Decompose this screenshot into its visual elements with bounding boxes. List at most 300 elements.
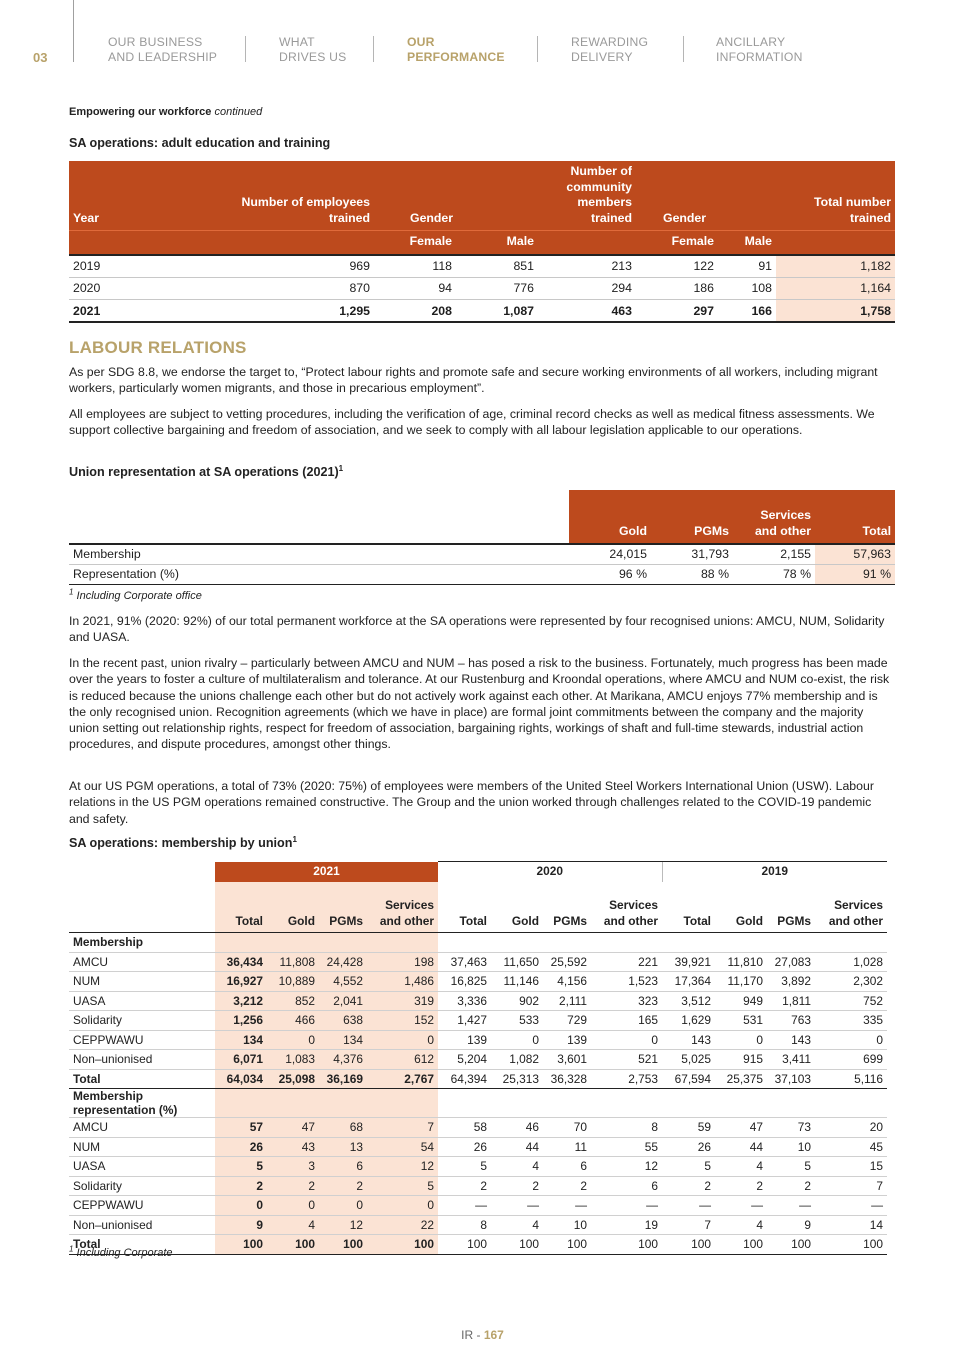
empty-cell xyxy=(491,1089,543,1118)
table-cell: 54 xyxy=(367,1137,438,1157)
table-cell: 1,087 xyxy=(456,300,538,323)
col-pgms: PGMs xyxy=(651,490,733,544)
col-total: Total xyxy=(815,490,895,544)
empty-cell xyxy=(438,1089,491,1118)
table-cell: 37,463 xyxy=(438,952,491,972)
empty-cell xyxy=(267,1089,319,1118)
page-number xyxy=(0,1328,965,1342)
table-cell: 14 xyxy=(815,1215,887,1235)
table-cell: 319 xyxy=(367,991,438,1011)
col-services-other: Services and other xyxy=(733,490,815,544)
empty-cell xyxy=(591,1089,662,1118)
col-employees-trained: Number of employees trained xyxy=(229,161,374,231)
table-cell: 43 xyxy=(267,1137,319,1157)
table2-title-text: Union representation at SA operations (2021) xyxy=(69,465,339,479)
table-cell: 139 xyxy=(543,1030,591,1050)
footnote-marker: 1 xyxy=(69,587,74,597)
table-cell: 1,427 xyxy=(438,1011,491,1031)
table-cell: 57 xyxy=(215,1118,267,1138)
col-community-trained: Number of community members trained xyxy=(538,161,636,231)
table-cell: 3 xyxy=(267,1157,319,1177)
nav-separator xyxy=(537,36,538,62)
table2-footnote xyxy=(69,587,202,602)
row-label: Non–unionised xyxy=(69,1050,215,1070)
col-gender: Gender xyxy=(374,161,538,231)
table-cell: — xyxy=(491,1196,543,1216)
column-header: Services and other xyxy=(591,882,662,933)
row-label: AMCU xyxy=(69,1118,215,1138)
table-cell: 915 xyxy=(715,1050,767,1070)
nav-divider xyxy=(73,0,74,62)
table-cell: 1,083 xyxy=(267,1050,319,1070)
table-cell: 4 xyxy=(715,1215,767,1235)
section-label: Membership xyxy=(69,933,215,953)
table-cell: 24,428 xyxy=(319,952,367,972)
footnote-marker: 1 xyxy=(69,1244,74,1254)
table-cell: 165 xyxy=(591,1011,662,1031)
nav-separator xyxy=(245,36,246,62)
nav-separator xyxy=(683,36,684,62)
empty-cell xyxy=(815,933,887,953)
table-cell: — xyxy=(715,1196,767,1216)
table-cell: 949 xyxy=(715,991,767,1011)
empty-cell xyxy=(662,1089,715,1118)
column-header: Total xyxy=(215,882,267,933)
vetting-paragraph: All employees are subject to vetting procedures, including the verification of age, criminal record checks as well as medical fitness assessments. We support collective bargaining and freedom of association, and we seek to comply with all labour legislation applicable to our operations. xyxy=(69,407,875,438)
table-cell: 26 xyxy=(662,1137,715,1157)
row-label: Solidarity xyxy=(69,1176,215,1196)
table-cell: 134 xyxy=(319,1030,367,1050)
table-cell: 186 xyxy=(636,277,718,300)
table-cell: 44 xyxy=(491,1137,543,1157)
table-cell: 47 xyxy=(715,1118,767,1138)
table-cell: — xyxy=(591,1196,662,1216)
table-cell: 531 xyxy=(715,1011,767,1031)
table-cell: 47 xyxy=(267,1118,319,1138)
table-row xyxy=(69,1050,887,1070)
table-row xyxy=(69,1196,887,1216)
empty-cell xyxy=(215,933,267,953)
table-cell: 100 xyxy=(591,1235,662,1255)
table-cell: 10,889 xyxy=(267,972,319,992)
table-cell: 5 xyxy=(767,1157,815,1177)
nav-label: INFORMATION xyxy=(716,50,803,64)
table-cell: 466 xyxy=(267,1011,319,1031)
table-cell: 851 xyxy=(456,255,538,278)
total-row xyxy=(69,1069,887,1089)
row-label: CEPPWAWU xyxy=(69,1030,215,1050)
row-label: Total xyxy=(69,1235,215,1255)
table-cell: 969 xyxy=(229,255,374,278)
table-cell: 763 xyxy=(767,1011,815,1031)
table-cell: — xyxy=(662,1196,715,1216)
table-cell: 4 xyxy=(491,1157,543,1177)
table-cell: 134 xyxy=(215,1030,267,1050)
table-cell: 13 xyxy=(319,1137,367,1157)
table-cell: 5,116 xyxy=(815,1069,887,1089)
row-label: UASA xyxy=(69,991,215,1011)
row-label: AMCU xyxy=(69,952,215,972)
table-cell: 902 xyxy=(491,991,543,1011)
row-label: Solidarity xyxy=(69,1011,215,1031)
nav-label: PERFORMANCE xyxy=(407,50,505,64)
column-header: PGMs xyxy=(319,882,367,933)
table-cell: 0 xyxy=(815,1030,887,1050)
nav-label: ANCILLARY xyxy=(716,35,786,49)
table-cell: 198 xyxy=(367,952,438,972)
table-cell: 57,963 xyxy=(815,544,895,564)
empty-cell xyxy=(591,933,662,953)
table-cell: 5 xyxy=(662,1157,715,1177)
col-female: Female xyxy=(636,231,718,255)
nav-label: AND LEADERSHIP xyxy=(108,50,218,64)
table-cell: 100 xyxy=(438,1235,491,1255)
table-cell: 44 xyxy=(715,1137,767,1157)
table-cell: 2,302 xyxy=(815,972,887,992)
table-cell: 100 xyxy=(215,1235,267,1255)
page-prefix: IR - xyxy=(461,1328,484,1342)
table-cell: 221 xyxy=(591,952,662,972)
column-header: Gold xyxy=(491,882,543,933)
table-cell: 11,808 xyxy=(267,952,319,972)
continued-bold: Empowering our workforce xyxy=(69,106,212,118)
column-header: Services and other xyxy=(815,882,887,933)
table-row xyxy=(69,1157,887,1177)
table-cell: 2 xyxy=(543,1176,591,1196)
table-cell: 6 xyxy=(543,1157,591,1177)
table-cell: 59 xyxy=(662,1118,715,1138)
row-label: 2021 xyxy=(69,300,229,323)
table-cell: 729 xyxy=(543,1011,591,1031)
table-cell: 1,295 xyxy=(229,300,374,323)
row-label: Total xyxy=(69,1069,215,1089)
table-cell: 100 xyxy=(543,1235,591,1255)
table-cell: 100 xyxy=(319,1235,367,1255)
empty-cell xyxy=(715,933,767,953)
column-header: Total xyxy=(662,882,715,933)
section-number: 03 xyxy=(33,50,48,65)
row-label: UASA xyxy=(69,1157,215,1177)
table-cell: 11,650 xyxy=(491,952,543,972)
table-cell: 1,256 xyxy=(215,1011,267,1031)
table-cell: 0 xyxy=(367,1030,438,1050)
table-cell: 100 xyxy=(662,1235,715,1255)
empty-cell xyxy=(367,933,438,953)
union-representation-table xyxy=(69,490,895,585)
table-cell: 1,758 xyxy=(776,300,895,323)
table-cell: 36,328 xyxy=(543,1069,591,1089)
footnote-marker: 1 xyxy=(338,463,344,473)
table-cell: 143 xyxy=(662,1030,715,1050)
table-cell: 24,015 xyxy=(569,544,651,564)
table-cell: 2 xyxy=(491,1176,543,1196)
table-cell: 78 % xyxy=(733,564,815,584)
col-male: Male xyxy=(718,231,776,255)
table-cell: 3,601 xyxy=(543,1050,591,1070)
table3-title-text: SA operations: membership by union xyxy=(69,836,293,850)
table-cell: 64,394 xyxy=(438,1069,491,1089)
col-total-trained: Total number trained xyxy=(776,161,895,231)
table-cell: 25,098 xyxy=(267,1069,319,1089)
empty-cell xyxy=(715,1089,767,1118)
year-2021: 2021 xyxy=(215,862,438,882)
table-cell: — xyxy=(815,1196,887,1216)
table-cell: 12 xyxy=(319,1215,367,1235)
table-row xyxy=(69,300,895,323)
table-row xyxy=(69,255,895,278)
table-cell: 5,025 xyxy=(662,1050,715,1070)
table-cell: 1,523 xyxy=(591,972,662,992)
table-cell: 11,146 xyxy=(491,972,543,992)
table-cell: 17,364 xyxy=(662,972,715,992)
nav-our-business[interactable] xyxy=(108,35,217,65)
table-row xyxy=(69,1137,887,1157)
table-cell: — xyxy=(543,1196,591,1216)
table-cell: 39,921 xyxy=(662,952,715,972)
table-cell: 4 xyxy=(715,1157,767,1177)
table-cell: 100 xyxy=(815,1235,887,1255)
table-row xyxy=(69,564,895,584)
table-cell: 1,164 xyxy=(776,277,895,300)
table-cell: 5 xyxy=(367,1176,438,1196)
table-cell: 2 xyxy=(767,1176,815,1196)
table-cell: 1,811 xyxy=(767,991,815,1011)
table-cell: 0 xyxy=(367,1196,438,1216)
table-row xyxy=(69,1118,887,1138)
row-label: CEPPWAWU xyxy=(69,1196,215,1216)
table-cell: 16,927 xyxy=(215,972,267,992)
table1-title: SA operations: adult education and training xyxy=(69,136,331,150)
table-cell: 12 xyxy=(367,1157,438,1177)
table-cell: 0 xyxy=(267,1030,319,1050)
sdg-paragraph: As per SDG 8.8, we endorse the target to, “Protect labour rights and promote safe and secure working environments of all workers, including migrant workers, particularly women migrants, and those in precarious employment”. xyxy=(69,365,878,396)
table-cell: 0 xyxy=(267,1196,319,1216)
labour-relations-heading: LABOUR RELATIONS xyxy=(69,338,247,357)
table-cell: 1,028 xyxy=(815,952,887,972)
table-cell: 533 xyxy=(491,1011,543,1031)
continued-label xyxy=(69,106,262,118)
empty-cell xyxy=(438,933,491,953)
row-label: NUM xyxy=(69,1137,215,1157)
table-cell: 10 xyxy=(767,1137,815,1157)
total-row xyxy=(69,1235,887,1255)
nav-what-drives-us[interactable] xyxy=(279,35,347,65)
table-row xyxy=(69,544,895,564)
table-cell: 297 xyxy=(636,300,718,323)
table-cell: 6,071 xyxy=(215,1050,267,1070)
table-cell: 152 xyxy=(367,1011,438,1031)
row-label: Membership xyxy=(69,544,569,564)
table-cell: 55 xyxy=(591,1137,662,1157)
table-cell: 26 xyxy=(438,1137,491,1157)
column-header: PGMs xyxy=(543,882,591,933)
table-cell: 100 xyxy=(767,1235,815,1255)
table-cell: 2 xyxy=(715,1176,767,1196)
table-cell: 4 xyxy=(267,1215,319,1235)
table-cell: 46 xyxy=(491,1118,543,1138)
table-row xyxy=(69,1176,887,1196)
table-cell: 11 xyxy=(543,1137,591,1157)
col-gold: Gold xyxy=(569,490,651,544)
table-row xyxy=(69,952,887,972)
row-label: 2020 xyxy=(69,277,229,300)
table-cell: 638 xyxy=(319,1011,367,1031)
table-cell: 2 xyxy=(662,1176,715,1196)
empty-cell xyxy=(543,1089,591,1118)
column-header: Total xyxy=(438,882,491,933)
nav-our-performance[interactable] xyxy=(407,35,505,65)
nav-rewarding-delivery[interactable] xyxy=(571,35,648,65)
table-cell: 612 xyxy=(367,1050,438,1070)
empty-cell xyxy=(815,1089,887,1118)
table-cell: 143 xyxy=(767,1030,815,1050)
empty-cell xyxy=(319,1089,367,1118)
table-cell: 22 xyxy=(367,1215,438,1235)
table-cell: 73 xyxy=(767,1118,815,1138)
table-cell: 9 xyxy=(767,1215,815,1235)
col-gender: Gender xyxy=(636,161,776,231)
table-cell: 2,111 xyxy=(543,991,591,1011)
table-cell: 37,103 xyxy=(767,1069,815,1089)
nav-label: OUR BUSINESS xyxy=(108,35,203,49)
table-cell: 5 xyxy=(215,1157,267,1177)
table-cell: 94 xyxy=(374,277,456,300)
adult-education-table xyxy=(69,161,895,323)
nav-label: DELIVERY xyxy=(571,50,633,64)
empty-cell xyxy=(767,933,815,953)
table-cell: 870 xyxy=(229,277,374,300)
table-cell: 68 xyxy=(319,1118,367,1138)
table-cell: 4,376 xyxy=(319,1050,367,1070)
nav-label: WHAT xyxy=(279,35,315,49)
table-cell: 91 % xyxy=(815,564,895,584)
empty-cell xyxy=(491,933,543,953)
table-cell: 5,204 xyxy=(438,1050,491,1070)
table-cell: 1,629 xyxy=(662,1011,715,1031)
table-cell: 20 xyxy=(815,1118,887,1138)
table-cell: 70 xyxy=(543,1118,591,1138)
table-cell: 45 xyxy=(815,1137,887,1157)
table-cell: 31,793 xyxy=(651,544,733,564)
table-cell: 335 xyxy=(815,1011,887,1031)
table-cell: 26 xyxy=(215,1137,267,1157)
table-cell: 3,336 xyxy=(438,991,491,1011)
empty-cell xyxy=(319,933,367,953)
table-cell: 0 xyxy=(491,1030,543,1050)
table-cell: 0 xyxy=(715,1030,767,1050)
table-cell: 166 xyxy=(718,300,776,323)
table-cell: 3,411 xyxy=(767,1050,815,1070)
nav-ancillary-information[interactable] xyxy=(716,35,803,65)
table-cell: 4 xyxy=(491,1215,543,1235)
table-cell: 852 xyxy=(267,991,319,1011)
table-row xyxy=(69,1215,887,1235)
table-cell: 96 % xyxy=(569,564,651,584)
table-cell: 25,592 xyxy=(543,952,591,972)
table-cell: 12 xyxy=(591,1157,662,1177)
table-cell: 100 xyxy=(267,1235,319,1255)
table-cell: 6 xyxy=(591,1176,662,1196)
table-cell: 6 xyxy=(319,1157,367,1177)
table-cell: 0 xyxy=(591,1030,662,1050)
table-cell: 7 xyxy=(815,1176,887,1196)
column-header: Gold xyxy=(267,882,319,933)
table-cell: 64,034 xyxy=(215,1069,267,1089)
column-header: Services and other xyxy=(367,882,438,933)
nav-separator xyxy=(373,36,374,62)
top-navigation xyxy=(0,0,965,78)
continued-italic: continued xyxy=(214,106,263,118)
table-cell: 1,486 xyxy=(367,972,438,992)
table-cell: — xyxy=(767,1196,815,1216)
table-cell: 67,594 xyxy=(662,1069,715,1089)
table-row xyxy=(69,972,887,992)
table-cell: 2,155 xyxy=(733,544,815,564)
table-cell: 2 xyxy=(438,1176,491,1196)
table-cell: 25,375 xyxy=(715,1069,767,1089)
table-cell: 0 xyxy=(215,1196,267,1216)
table-row xyxy=(69,1011,887,1031)
table-cell: 7 xyxy=(662,1215,715,1235)
table-cell: 463 xyxy=(538,300,636,323)
column-header: Gold xyxy=(715,882,767,933)
empty-cell xyxy=(367,1089,438,1118)
table-cell: 213 xyxy=(538,255,636,278)
us-operations-paragraph: At our US PGM operations, a total of 73% (2020: 75%) of employees were members of the United Steel Workers International Union (USW). Labour relations in the US PGM operations remained constructive. The Group and the union worked through challenges related to the COVID-19 pandemic and safety. xyxy=(69,779,874,826)
table-cell: 4,156 xyxy=(543,972,591,992)
col-year: Year xyxy=(69,161,229,231)
row-label: Representation (%) xyxy=(69,564,569,584)
table-cell: 8 xyxy=(438,1215,491,1235)
empty-cell xyxy=(662,933,715,953)
year-2020: 2020 xyxy=(438,862,662,882)
nav-label: OUR xyxy=(407,35,435,49)
table-cell: 0 xyxy=(319,1196,367,1216)
row-label: NUM xyxy=(69,972,215,992)
table-cell: 58 xyxy=(438,1118,491,1138)
col-male: Male xyxy=(456,231,538,255)
table-cell: 11,810 xyxy=(715,952,767,972)
table-row xyxy=(69,1030,887,1050)
table3-title xyxy=(69,836,297,850)
table-cell: 8 xyxy=(591,1118,662,1138)
representation-paragraph: In 2021, 91% (2020: 92%) of our total permanent workforce at the SA operations were represented by four recognised unions: AMCU, NUM, Solidarity and UASA. xyxy=(69,614,885,645)
row-label: 2019 xyxy=(69,255,229,278)
footnote-marker: 1 xyxy=(292,834,297,844)
table-cell: 521 xyxy=(591,1050,662,1070)
table-cell: 7 xyxy=(367,1118,438,1138)
table-cell: 5 xyxy=(438,1157,491,1177)
column-header: PGMs xyxy=(767,882,815,933)
nav-label: REWARDING xyxy=(571,35,649,49)
footnote-text: Including Corporate xyxy=(76,1247,173,1259)
table-cell: 1,182 xyxy=(776,255,895,278)
table2-title xyxy=(69,465,343,479)
table-cell: 108 xyxy=(718,277,776,300)
table-cell: 139 xyxy=(438,1030,491,1050)
union-rivalry-paragraph: In the recent past, union rivalry – particularly between AMCU and NUM – has posed a risk to the business. Fortunately, much progress has been made over the years to foster a culture of multilateralism and tolerance. At our Rustenburg and Kroondal operations, where AMCU and NUM co-exist, the risk is reduced because the unions challenge each other but do not actively work against each other. At Marikana, AMCU enjoys 77% membership and is the only recognised union. Recognition agreements (which we have in place) are formal joint commitments between the company and the majority union setting out relationship rights, respect for freedom of association, bargaining rights, workings of shaft and full-time stewards, industrial action procedures, and dispute procedures, amongst other things. xyxy=(69,656,890,752)
nav-label: DRIVES US xyxy=(279,50,347,64)
table-cell: 27,083 xyxy=(767,952,815,972)
empty-cell xyxy=(215,1089,267,1118)
table-cell: 3,212 xyxy=(215,991,267,1011)
section-label: Membership representation (%) xyxy=(69,1089,215,1118)
table-cell: — xyxy=(438,1196,491,1216)
empty-cell xyxy=(767,1089,815,1118)
table-cell: 88 % xyxy=(651,564,733,584)
table-cell: 2 xyxy=(267,1176,319,1196)
table-cell: 4,552 xyxy=(319,972,367,992)
